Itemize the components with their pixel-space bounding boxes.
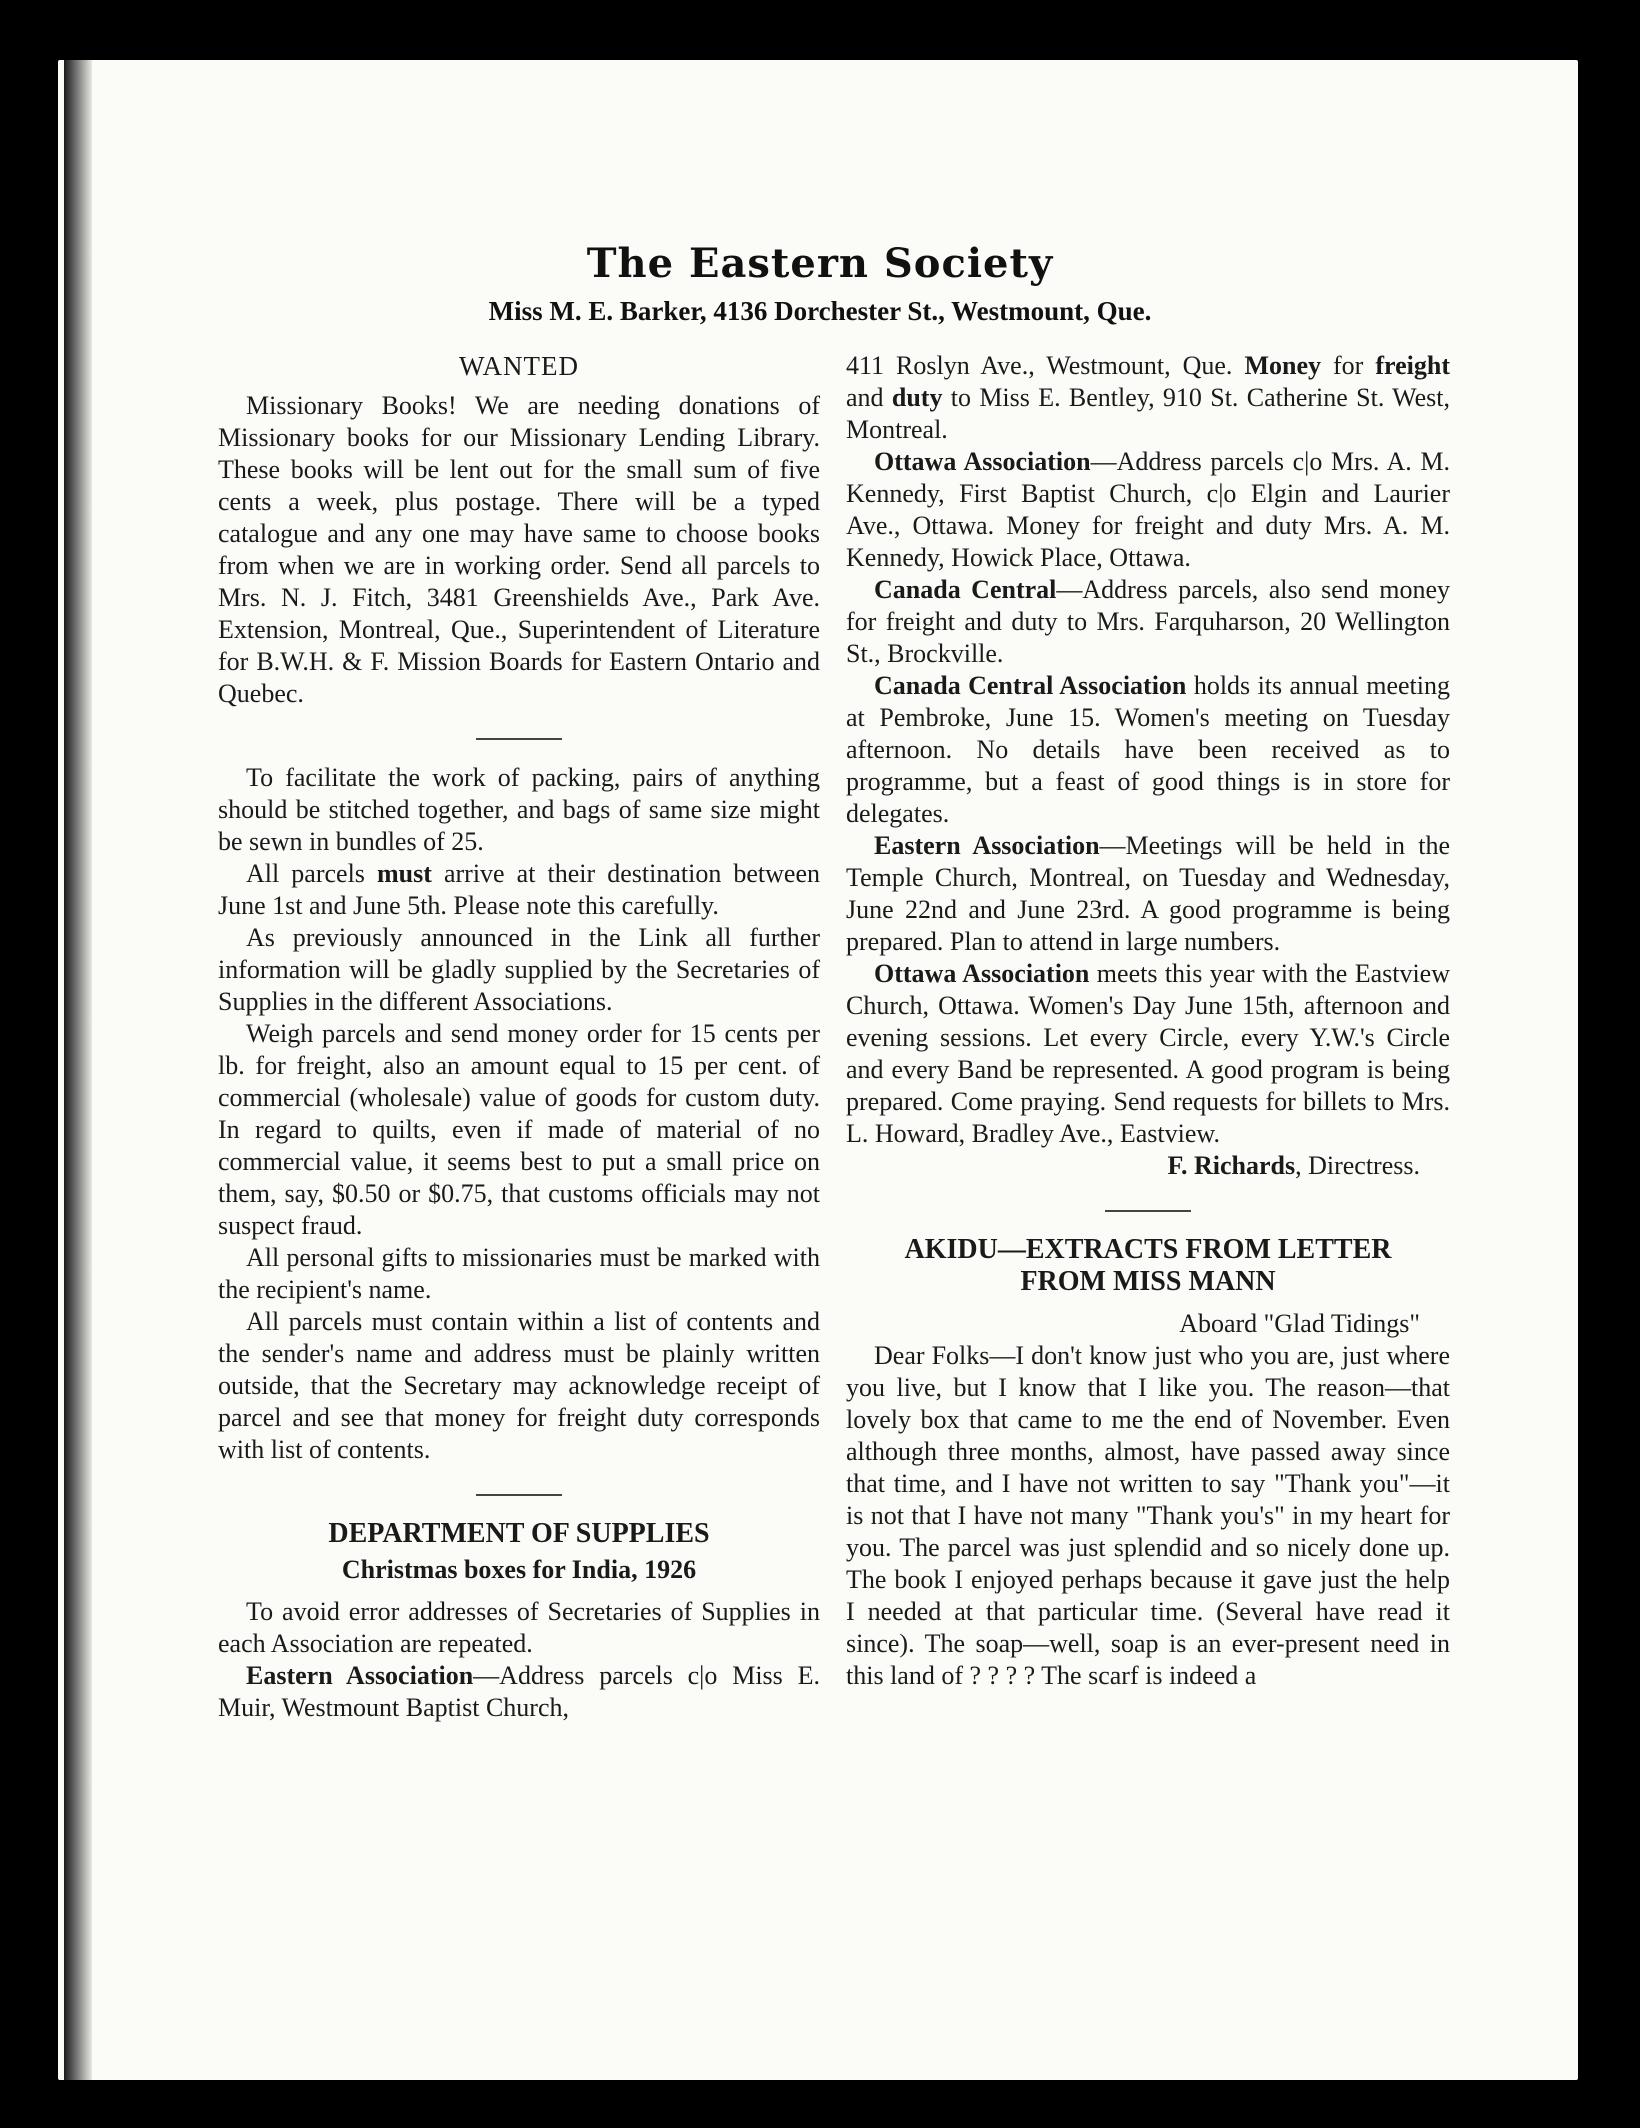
arrive-must: must [377, 859, 432, 888]
left-column [218, 350, 820, 1724]
gifts-paragraph: All personal gifts to missionaries must be marked with the recipient's name. [218, 1243, 820, 1304]
cont-text-4: to Miss E. Bentley, 910 St. Catherine St. West, Montreal. [846, 383, 1451, 444]
cont-text-1: 411 Roslyn Ave., Westmount, Que. [846, 351, 1245, 380]
eastern-paragraph [846, 830, 1450, 958]
duty-bold: duty [891, 383, 943, 412]
dept-supplies-heading: DEPARTMENT OF SUPPLIES [328, 1518, 710, 1549]
arrive-paragraph [218, 858, 820, 922]
arrive-text-2: arrive at their destination between June 1st and June 5th. Please note this carefully. [218, 859, 821, 920]
announced-paragraph: As previously announced in the Link all further information will be gladly supplied by the Secretaries of Supplies in the different Associations. [218, 923, 820, 1016]
letter-paragraph: Dear Folks—I don't know just who you are, just where you live, but I know that I like you. The reason—that lovely box that came to me the end of November. Even although three months, almost, have passed away since that time, and I have not written to say "Thank you"—it is not that I have not many "Thank you's" in my heart for you. The parcel was just splendid and so nicely done up. The book I enjoyed perhaps because it gave just the help I needed at that particular time. (Several have read it since). The soap—well, soap is an ever-present need in this land of ? ? ? ? The scarf is indeed a [846, 1341, 1450, 1690]
wanted-heading: WANTED [459, 351, 579, 381]
ottawa-label: Ottawa Association [874, 447, 1091, 476]
cont-text-3: and [846, 383, 892, 412]
central-assoc-paragraph [846, 670, 1450, 830]
packing-paragraph: To facilitate the work of packing, pairs of anything should be stitched together, and bags of same size might be sewn in bundles of 25. [218, 763, 820, 856]
masthead-subtitle: Miss M. E. Barker, 4136 Dorchester St., Westmount, Que. [488, 296, 1152, 326]
signature-title: , Directress. [1295, 1151, 1420, 1180]
money-bold: Money [1244, 351, 1321, 380]
section-divider [476, 738, 562, 740]
dept-supplies-subheading: Christmas boxes for India, 1926 [341, 1555, 697, 1584]
eastern-assoc-text: —Address parcels c|o Miss E. Muir, Westmount Baptist Church, [218, 1661, 820, 1722]
section-divider [476, 1494, 562, 1496]
central-assoc-label: Canada Central Association [874, 671, 1187, 700]
central-label: Canada Central [874, 575, 1057, 604]
ottawa2-text: meets this year with the Eastview Church, Ottawa. Women's Day June 15th, afternoon and evening sessions. Let every Circle, every Y.W.'s Circle and every Band be represented. A good program is being prepared. Come praying. Send requests for billets to Mrs. L. Howard, Bradley Ave., Eastview. [846, 959, 1451, 1148]
avoid-paragraph: To avoid error addresses of Secretaries of Supplies in each Association are repeated. [218, 1597, 820, 1658]
aboard-line: Aboard "Glad Tidings" [1179, 1309, 1420, 1338]
cont-text-2: for [1321, 351, 1376, 380]
signature-line [846, 1150, 1420, 1182]
freight-bold: freight [1375, 351, 1450, 380]
ottawa-paragraph [846, 446, 1450, 574]
weigh-paragraph: Weigh parcels and send money order for 15 cents per lb. for freight, also an amount equal to 15 per cent. of commercial (wholesale) value of goods for custom duty. In regard to quilts, even if made of material of no commercial value, it seems best to put a small price on them, say, $0.50 or $0.75, that customs officials may not suspect fraud. [218, 1019, 820, 1240]
central-text: —Address parcels, also send money for freight and duty to Mrs. Farquharson, 20 Wellington St., Brockville. [846, 575, 1450, 668]
scan-border-bottom [0, 2080, 1640, 2128]
page-spine [64, 60, 92, 2080]
arrive-text-1: All parcels [246, 859, 377, 888]
masthead-title: The Eastern Society [586, 240, 1054, 287]
ottawa2-label: Ottawa Association [874, 959, 1090, 988]
ottawa2-paragraph [846, 958, 1450, 1150]
signature-name: F. Richards [1167, 1151, 1296, 1180]
eastern-assoc-paragraph [218, 1660, 820, 1724]
continued-paragraph [846, 350, 1450, 446]
ottawa-text: —Address parcels c|o Mrs. A. M. Kennedy, First Baptist Church, c|o Elgin and Laurier Ave., Ottawa. Money for freight and duty Mrs. A. M. Kennedy, Howick Place, Ottawa. [846, 447, 1450, 572]
section-divider [1105, 1210, 1191, 1212]
akidu-heading: AKIDU—EXTRACTS FROM LETTER FROM MISS MANN [904, 1234, 1392, 1297]
central-assoc-text: holds its annual meeting at Pembroke, June 15. Women's meeting on Tuesday afternoon. No details have been received as to programme, but a feast of good things is in store for delegates. [846, 671, 1451, 828]
eastern-text: —Meetings will be held in the Temple Church, Montreal, on Tuesday and Wednesday, June 22nd and June 23rd. A good programme is being prepared. Plan to attend in large numbers. [846, 831, 1450, 956]
right-column [846, 350, 1450, 1692]
eastern-label: Eastern Association [874, 831, 1100, 860]
contents-paragraph: All parcels must contain within a list of contents and the sender's name and address must be plainly written outside, that the Secretary may acknowledge receipt of parcel and see that money for freight duty corresponds with list of contents. [218, 1307, 820, 1464]
central-paragraph [846, 574, 1450, 670]
wanted-paragraph: Missionary Books! We are needing donations of Missionary books for our Missionary Lending Library. These books will be lent out for the small sum of five cents a week, plus postage. There will be a typed catalogue and any one may have same to choose books from when we are in working order. Send all parcels to Mrs. N. J. Fitch, 3481 Greenshields Ave., Park Ave. Extension, Montreal, Que., Superintendent of Literature for B.W.H. & F. Mission Boards for Eastern Ontario and Quebec. [218, 391, 820, 708]
eastern-assoc-label: Eastern Association [246, 1661, 474, 1690]
